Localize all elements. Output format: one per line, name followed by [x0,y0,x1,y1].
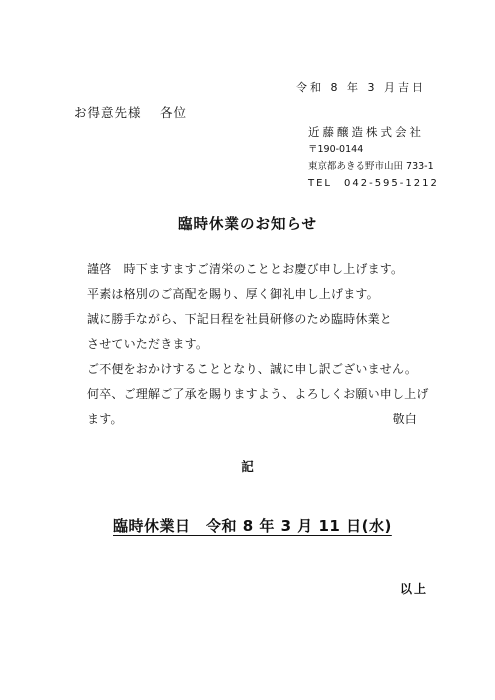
body-line: 誠に勝手ながら、下記日程を社員研修のため臨時休業と [87,312,393,326]
postal-code: 〒190-0144 [308,144,364,155]
body-line: 平素は格別のご高配を賜り、厚く御礼申し上げます。 [87,287,379,301]
sender-block [308,124,439,192]
body-line-text: ます。 [87,412,123,426]
body-line-last [87,407,417,432]
recipient: お得意先様 各位 [74,105,187,120]
body-line: ご不便をおかけすることとなり、誠に申し訳ございません。 [87,362,418,376]
company-phone: TEL 042-595-1212 [308,178,439,189]
holiday-date: 臨時休業日 令和 8 年 3 月 11 日(水) [113,517,392,535]
company-address: 東京都あきる野市山田 733-1 [308,161,434,172]
notice-body [87,257,429,432]
body-line: 謹啓 時下ますますご清栄のこととお慶び申し上げます。 [87,262,404,276]
notice-title: 臨時休業のお知らせ [177,217,318,233]
company-name: 近藤醸造株式会社 [308,125,424,139]
closing-word: 敬白 [392,412,417,426]
document-date: 令和 8 年 3 月吉日 [296,81,426,94]
ki-heading: 記 [241,459,254,474]
body-line: 何卒、ご理解ご了承を賜りますよう、よろしくお願い申し上げ [87,387,429,401]
ijou-closing: 以上 [399,582,428,596]
body-line: させていただきます。 [87,337,209,351]
